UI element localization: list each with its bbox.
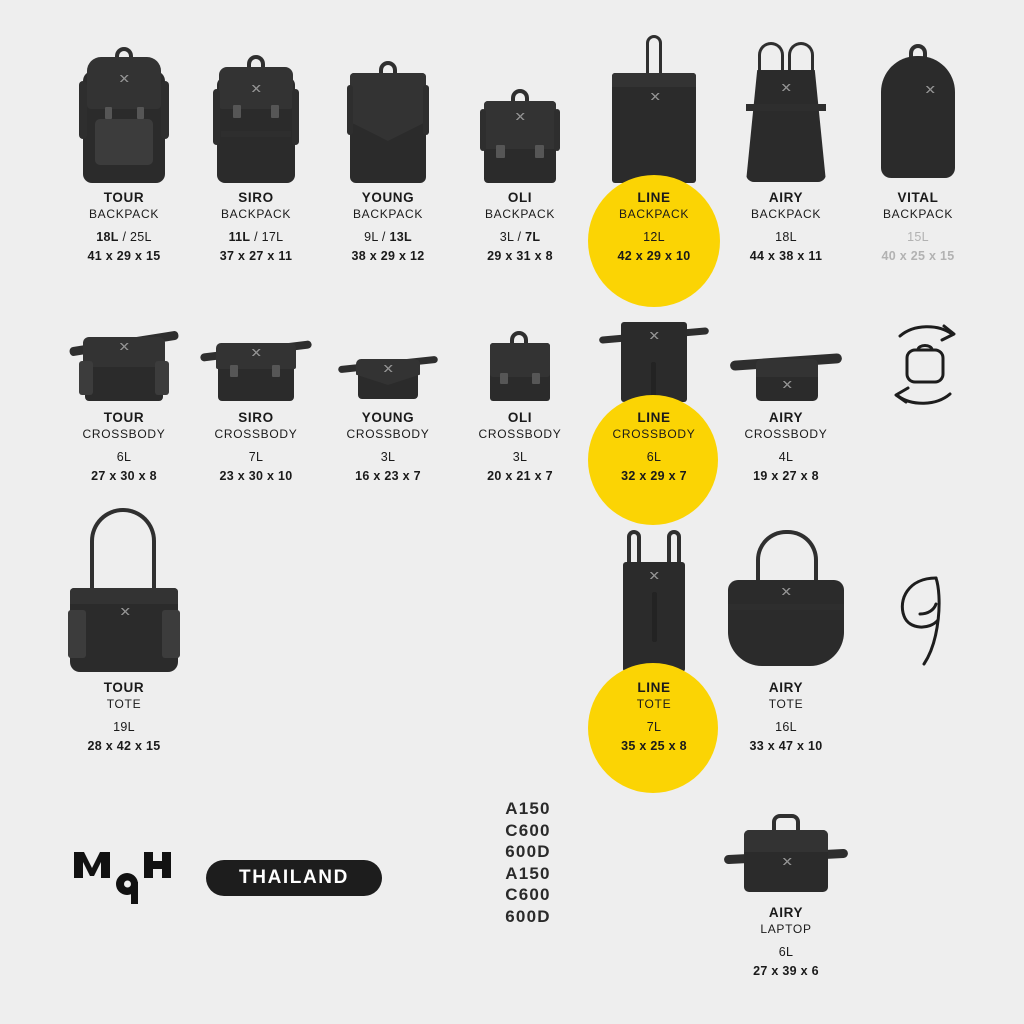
bag-flap	[216, 343, 296, 369]
line-tote-art	[588, 500, 720, 675]
brand-logo-icon	[515, 113, 525, 120]
bag-flap	[83, 337, 165, 367]
brand-logo-icon	[120, 608, 130, 615]
product-name: SIRO	[238, 190, 274, 205]
product-dims: 19 x 27 x 8	[753, 469, 819, 483]
product-type: BACKPACK	[484, 207, 556, 221]
product-volume: 16L	[775, 720, 797, 734]
strap-right	[554, 109, 560, 151]
product-volume: 3L / 7L	[499, 230, 541, 244]
bag-body	[612, 73, 696, 183]
brand-logo-icon	[781, 84, 791, 91]
brand-logo-icon	[782, 381, 792, 388]
product-type: CROSSBODY	[82, 427, 166, 441]
strap-left	[480, 109, 486, 151]
product-dims: 32 x 29 x 7	[621, 469, 687, 483]
product-name: VITAL	[897, 190, 939, 205]
strap-left	[347, 85, 353, 135]
product-volume: 11L / 17L	[228, 230, 284, 244]
buckle-left	[230, 365, 238, 377]
product-name: LINE	[637, 680, 671, 695]
bag-top-band	[70, 588, 178, 604]
handle	[90, 508, 156, 594]
bag-flap	[87, 57, 161, 109]
handle	[379, 61, 397, 73]
brand-logo-icon	[251, 85, 261, 92]
handle	[510, 331, 528, 343]
line-crossbody-art	[588, 313, 720, 405]
siro-crossbody-art	[190, 313, 322, 405]
product-tour-crossbody[interactable]	[58, 313, 190, 485]
brand-logo-icon	[649, 332, 659, 339]
brand-logo-icon	[383, 365, 393, 372]
bag-top-fold	[612, 73, 696, 87]
product-dims: 44 x 38 x 11	[749, 249, 823, 263]
feather-lightweight-icon	[890, 570, 962, 675]
brand-logo-icon	[781, 588, 791, 595]
product-siro-crossbody[interactable]	[190, 313, 322, 485]
buckle-right	[535, 145, 544, 158]
handle	[646, 35, 662, 75]
brand-logo-icon	[251, 349, 261, 356]
product-name: AIRY	[768, 680, 804, 695]
buckle-left	[105, 107, 112, 119]
handle-right	[788, 42, 814, 74]
brand-logo-icon	[649, 572, 659, 579]
product-tour-tote[interactable]	[58, 500, 190, 755]
brand-logo-icon	[119, 343, 129, 350]
product-dims: 29 x 31 x 8	[487, 249, 553, 263]
strap-left	[79, 81, 87, 139]
product-type: TOTE	[636, 697, 672, 711]
buckle-left	[500, 373, 508, 384]
product-type: BACKPACK	[220, 207, 292, 221]
product-name: OLI	[507, 190, 533, 205]
strap-right	[423, 85, 429, 135]
brand-logo-icon	[650, 93, 660, 100]
buckle-left	[233, 105, 241, 118]
young-backpack-art	[322, 35, 454, 185]
strap-right	[161, 81, 169, 139]
spec-line: C600	[505, 885, 551, 904]
product-vital-backpack[interactable]	[852, 35, 984, 265]
product-type: BACKPACK	[618, 207, 690, 221]
tour-crossbody-art	[58, 313, 190, 405]
product-name: LINE	[637, 190, 671, 205]
product-volume: 3L	[380, 450, 396, 464]
brand-logo-icon	[782, 858, 792, 865]
handle	[247, 55, 265, 67]
product-name: AIRY	[768, 905, 804, 920]
product-dims: 38 x 29 x 12	[351, 249, 425, 263]
product-airy-crossbody[interactable]	[720, 313, 852, 485]
product-tour-backpack[interactable]	[58, 35, 190, 265]
bag-flap	[756, 359, 818, 377]
handle	[511, 89, 529, 101]
product-dims: 42 x 29 x 10	[617, 249, 691, 263]
spec-line: C600	[505, 820, 551, 840]
product-volume: 6L	[646, 450, 662, 464]
center-slit	[652, 592, 657, 642]
product-dims: 23 x 30 x 10	[219, 469, 293, 483]
product-dims: 33 x 47 x 10	[749, 739, 823, 753]
product-volume: 4L	[778, 450, 794, 464]
siro-backpack-art	[190, 35, 322, 185]
product-volume: 18L / 25L	[96, 230, 152, 244]
product-name: TOUR	[103, 190, 145, 205]
side-pocket-right	[155, 361, 169, 395]
product-dims: 40 x 25 x 15	[881, 249, 955, 263]
product-volume: 18L	[775, 230, 797, 244]
product-volume: 7L	[248, 450, 264, 464]
product-type: CROSSBODY	[612, 427, 696, 441]
spec-line: 600D	[505, 842, 551, 861]
side-pocket-right	[162, 610, 180, 658]
spec-line: A150	[505, 799, 551, 818]
airy-laptop-art	[720, 800, 852, 900]
product-type: BACKPACK	[352, 207, 424, 221]
product-type: BACKPACK	[750, 207, 822, 221]
bag-flap	[490, 343, 550, 377]
product-type: BACKPACK	[88, 207, 160, 221]
buckle-left	[496, 145, 505, 158]
product-volume: 3L	[512, 450, 528, 464]
product-volume: 12L	[643, 230, 665, 244]
product-dims: 27 x 30 x 8	[91, 469, 157, 483]
product-type: CROSSBODY	[744, 427, 828, 441]
product-siro-backpack[interactable]	[190, 35, 322, 265]
product-volume: 15L	[907, 230, 929, 244]
product-volume: 9L / 13L	[364, 230, 412, 244]
product-type: LAPTOP	[760, 922, 812, 936]
bag-flap	[744, 830, 828, 852]
young-crossbody-art	[322, 313, 454, 405]
product-oli-backpack[interactable]	[454, 35, 586, 265]
airy-tote-art	[720, 500, 852, 675]
product-volume: 6L	[778, 945, 794, 959]
oli-crossbody-art	[454, 313, 586, 405]
oli-backpack-art	[454, 35, 586, 185]
strap-left	[213, 89, 220, 145]
bag-body	[881, 56, 955, 178]
product-name: AIRY	[768, 190, 804, 205]
product-dims: 28 x 42 x 15	[87, 739, 161, 753]
product-airy-laptop[interactable]	[720, 800, 852, 980]
product-name: OLI	[507, 410, 533, 425]
product-dims: 37 x 27 x 11	[219, 249, 293, 263]
cross-strap	[746, 104, 826, 111]
top-band	[728, 604, 844, 610]
product-line-tote[interactable]	[588, 500, 720, 755]
vital-backpack-art	[852, 35, 984, 185]
product-line-backpack[interactable]	[588, 35, 720, 265]
handle	[772, 814, 800, 830]
brand-logo-icon	[925, 86, 935, 93]
product-oli-crossbody[interactable]	[454, 313, 586, 485]
product-name: LINE	[637, 410, 671, 425]
product-name: YOUNG	[361, 410, 415, 425]
product-type: CROSSBODY	[214, 427, 298, 441]
product-volume: 7L	[646, 720, 662, 734]
product-type: TOTE	[106, 697, 142, 711]
handle-left	[758, 42, 784, 74]
front-strap	[221, 131, 291, 137]
side-pocket-left	[68, 610, 86, 658]
spec-line: A150	[505, 863, 551, 883]
product-dims: 16 x 23 x 7	[355, 469, 421, 483]
bag-flap	[484, 101, 556, 149]
product-type: CROSSBODY	[478, 427, 562, 441]
product-type: TOTE	[768, 697, 804, 711]
buckle-right	[272, 365, 280, 377]
material-spec-list	[468, 798, 588, 927]
product-type: CROSSBODY	[346, 427, 430, 441]
product-dims: 27 x 39 x 6	[753, 964, 819, 978]
product-dims: 20 x 21 x 7	[487, 469, 553, 483]
tour-backpack-art	[58, 35, 190, 185]
product-volume: 6L	[116, 450, 132, 464]
product-young-crossbody[interactable]	[322, 313, 454, 485]
front-pocket	[95, 119, 153, 165]
product-young-backpack[interactable]	[322, 35, 454, 265]
product-name: AIRY	[768, 410, 804, 425]
reversible-bag-icon	[880, 318, 970, 415]
product-volume: 19L	[113, 720, 135, 734]
product-airy-tote[interactable]	[720, 500, 852, 755]
buckle-right	[532, 373, 540, 384]
product-dims: 41 x 29 x 15	[87, 249, 161, 263]
line-backpack-art	[588, 35, 720, 185]
product-name: TOUR	[103, 680, 145, 695]
buckle-right	[271, 105, 279, 118]
product-name: TOUR	[103, 410, 145, 425]
tour-tote-art	[58, 500, 190, 675]
product-name: SIRO	[238, 410, 274, 425]
airy-crossbody-art	[720, 313, 852, 405]
handle	[756, 530, 818, 582]
brand-logo-icon	[119, 75, 129, 82]
country-pill: THAILAND	[206, 860, 382, 896]
brand-logotype	[72, 848, 182, 912]
product-name: YOUNG	[361, 190, 415, 205]
product-type: BACKPACK	[882, 207, 954, 221]
product-airy-backpack[interactable]	[720, 35, 852, 265]
strap-right	[292, 89, 299, 145]
product-dims: 35 x 25 x 8	[621, 739, 687, 753]
airy-backpack-art	[720, 35, 852, 185]
spec-line: 600D	[505, 906, 551, 926]
buckle-right	[137, 107, 144, 119]
side-pocket-left	[79, 361, 93, 395]
